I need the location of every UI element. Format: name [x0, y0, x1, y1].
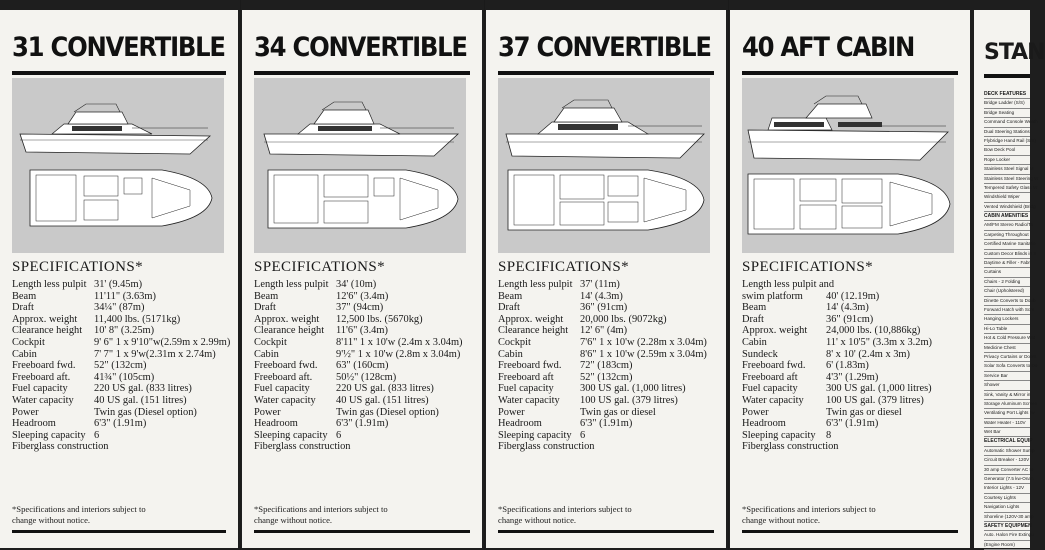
feature-item: Water Heater - 110V: [984, 419, 1030, 428]
bottom-rule: [498, 530, 714, 533]
feature-item: Bridge Seating: [984, 109, 1030, 118]
spec-value: 10' 8" (3.25m): [94, 325, 155, 337]
spec-row: [12, 325, 226, 337]
spec-value: 11'6" (3.4m): [336, 325, 388, 337]
disclaimer-note: [498, 504, 632, 525]
spec-row: [12, 430, 226, 442]
fold-crease: [484, 0, 485, 550]
spec-row: [12, 441, 226, 453]
spec-value: 11,400 lbs. (5171kg): [94, 313, 181, 325]
specifications-heading: SPECIFICATIONS*: [12, 259, 144, 275]
spec-label: Approx. weight: [254, 313, 320, 325]
spec-value: 40 US gal. (151 litres): [94, 394, 187, 406]
spec-value: 8' x 10' (2.4m x 3m): [826, 348, 910, 360]
spec-value: 220 US gal. (833 litres): [94, 383, 192, 395]
feature-item: Hot & Cold Pressure Wat: [984, 334, 1030, 343]
spec-value: 6'3" (1.91m): [826, 418, 879, 430]
spec-row: [12, 360, 226, 372]
feature-item: Solar Sofa Converts to Do: [984, 362, 1030, 371]
feature-item: Circuit Breaker - 120V: [984, 456, 1030, 465]
spec-value: 8'11" 1 x 10'w (2.4m x 3.04m): [336, 336, 463, 348]
spec-value: 12,500 lbs. (5670kg): [336, 313, 423, 325]
spec-row: [498, 418, 714, 430]
spec-value: 11' x 10'5" (3.3m x 3.2m): [826, 336, 933, 348]
spec-label: Sleeping capacity: [742, 429, 816, 441]
spec-value: 36" (91cm): [826, 313, 874, 325]
spec-label: Freeboard aft: [742, 371, 798, 383]
boat-illustration: [254, 78, 466, 253]
spec-value: 12'6" (3.4m): [336, 290, 389, 302]
spec-label: Fuel capacity: [254, 383, 310, 395]
spec-value: 63" (160cm): [336, 360, 389, 372]
feature-item: Forward Hatch with Scre: [984, 306, 1030, 315]
feature-item: Wet Bar: [984, 428, 1030, 437]
spec-row: [498, 291, 714, 303]
spec-label: Draft: [498, 302, 520, 314]
spec-row: [742, 291, 958, 303]
fold-crease: [728, 0, 729, 550]
spec-row: [742, 383, 958, 395]
spec-label: Length less pulpit: [498, 279, 573, 290]
boat-drawing-svg: [742, 78, 954, 253]
spec-label: Fuel capacity: [12, 383, 68, 395]
feature-item: Service Bar: [984, 372, 1030, 381]
spec-label: Headroom: [742, 418, 786, 430]
spec-row: [254, 279, 470, 291]
spec-label: Water capacity: [742, 394, 804, 406]
spec-row: [12, 395, 226, 407]
spec-label: Fiberglass construction: [742, 441, 839, 453]
spec-row: [742, 279, 958, 291]
title-rule: [498, 71, 714, 75]
spec-row: [12, 291, 226, 303]
spec-value: 300 US gal. (1,000 litres): [580, 383, 686, 395]
spec-value: Twin gas (Diesel option): [94, 406, 197, 418]
spec-value: 36" (91cm): [580, 302, 628, 314]
spec-row: [742, 349, 958, 361]
spec-label: Draft: [254, 302, 276, 314]
spec-value: 8'6" 1 x 10'w (2.59m x 3.04m): [580, 348, 707, 360]
feature-item: Hanging Lockers: [984, 315, 1030, 324]
spec-label: Clearance height: [12, 325, 83, 337]
spec-row: [498, 407, 714, 419]
spec-value: 34¼" (87m): [94, 302, 145, 314]
specifications-heading: SPECIFICATIONS*: [254, 259, 386, 275]
spec-label: Freeboard fwd.: [254, 360, 318, 372]
panel-40-aft-cabin: [730, 10, 970, 548]
disclaimer-note: [254, 504, 388, 525]
spec-row: [498, 360, 714, 372]
feature-item: Dual Steering Stations: [984, 128, 1030, 137]
spec-label: Fiberglass construction: [254, 441, 351, 453]
boat-drawing-svg: [254, 78, 466, 253]
spec-label: Sundeck: [742, 348, 778, 360]
spec-value: 6: [94, 429, 100, 441]
spec-label: Cabin: [254, 348, 279, 360]
spec-value: 4'3" (1.29m): [826, 371, 879, 383]
feature-item: Navigation Lights: [984, 503, 1030, 512]
disclaimer-note: [12, 504, 146, 525]
specifications-list: [12, 279, 231, 453]
spec-label: Headroom: [254, 418, 298, 430]
title-rule: [254, 71, 470, 75]
spec-row: [742, 325, 958, 337]
spec-row: [498, 430, 714, 442]
spec-row: [498, 325, 714, 337]
feature-section-heading: SAFETY EQUIPMEN: [984, 522, 1030, 531]
spec-value: 100 US gal. (379 litres): [826, 394, 924, 406]
spec-row: [498, 302, 714, 314]
spec-row: [254, 383, 470, 395]
feature-item: Dinette Converts to Doub: [984, 297, 1030, 306]
specifications-heading: SPECIFICATIONS*: [742, 259, 874, 275]
feature-item: Certified Marine Sanitatio: [984, 240, 1030, 249]
boat-profile: [748, 96, 948, 160]
spec-value: 12' 6" (4m): [580, 325, 628, 337]
fold-crease: [240, 0, 241, 550]
spec-value: 100 US gal. (379 litres): [580, 394, 678, 406]
feature-item: Custom Decor Blinds in S: [984, 250, 1030, 259]
spec-row: [498, 337, 714, 349]
spec-row: [12, 372, 226, 384]
spec-label: Cockpit: [498, 336, 531, 348]
spec-label: Cockpit: [12, 336, 45, 348]
feature-item: Daytime & Filler - Fabr: [984, 259, 1030, 268]
spec-row: [498, 279, 714, 291]
spec-label: Water capacity: [12, 394, 74, 406]
spec-row: [254, 314, 470, 326]
spec-label: Power: [498, 406, 525, 418]
spec-row: [498, 395, 714, 407]
spec-label: Sleeping capacity: [12, 429, 86, 441]
spec-label: Freeboard aft.: [12, 371, 71, 383]
boat-drawing-svg: [12, 78, 224, 253]
note-line: *Specifications and interiors subject to: [742, 504, 876, 514]
feature-item: Courtesy Lights: [984, 494, 1030, 503]
bottom-rule: [12, 530, 226, 533]
feature-item: Automatic Shower Sump: [984, 447, 1030, 456]
panel-31-convertible: [0, 10, 238, 548]
title-rule: [984, 74, 1030, 78]
spec-label: Freeboard fwd.: [742, 360, 806, 372]
spec-row: [742, 372, 958, 384]
boat-profile: [20, 104, 210, 154]
spec-value: 300 US gal. (1,000 litres): [826, 383, 932, 395]
spec-label: Headroom: [12, 418, 56, 430]
note-line: *Specifications and interiors subject to: [498, 504, 632, 514]
spec-row: [254, 372, 470, 384]
spec-value: 6'3" (1.91m): [336, 418, 389, 430]
spec-row: [254, 291, 470, 303]
spec-value: 14' (4.3m): [580, 290, 623, 302]
spec-label: Sleeping capacity: [254, 429, 328, 441]
spec-row: [254, 302, 470, 314]
feature-item: Shoreline (120V-30 amp: [984, 513, 1030, 522]
feature-item: Interior Lights - 12V: [984, 484, 1030, 493]
spec-label: Fiberglass construction: [12, 441, 109, 453]
spec-value: 6: [336, 429, 342, 441]
spec-value: 8: [826, 429, 832, 441]
spec-label: Power: [742, 406, 769, 418]
feature-item: Chairs - 2 Folding: [984, 278, 1030, 287]
feature-item: Sink, Vanity & Mirror in: [984, 391, 1030, 400]
feature-item: Hi-Lo Table: [984, 325, 1030, 334]
feature-item: Stainless Steel Signal M: [984, 165, 1030, 174]
spec-row: [12, 336, 231, 349]
spec-value: 31' (9.45m): [94, 279, 143, 290]
panel-title: 40 AFT CABIN: [742, 32, 915, 63]
spec-row: [12, 349, 226, 361]
feature-item: Curtains: [984, 268, 1030, 277]
title-rule: [12, 71, 226, 75]
boat-profile: [506, 100, 704, 158]
spec-row: [742, 395, 958, 407]
spec-label: Draft: [12, 302, 34, 314]
spec-value: 52" (132cm): [94, 360, 147, 372]
spec-row: [12, 314, 226, 326]
panel-37-convertible: [486, 10, 726, 548]
spec-value: 72" (183cm): [580, 360, 633, 372]
note-line: change without notice.: [12, 514, 91, 525]
feature-item: Rope Locker: [984, 156, 1030, 165]
spec-value: 50½" (128cm): [336, 371, 397, 383]
spec-row: [12, 279, 226, 291]
feature-item: Medicine Chest: [984, 344, 1030, 353]
spec-row: [254, 441, 470, 453]
spec-row: [12, 407, 226, 419]
spec-value: 40 US gal. (151 litres): [336, 394, 429, 406]
feature-item: Vented Windshield (Bridg: [984, 203, 1030, 212]
spec-label: Clearance height: [254, 325, 325, 337]
feature-item: Chair (Upholstered): [984, 287, 1030, 296]
spec-label: Power: [12, 406, 39, 418]
spec-row: [254, 325, 470, 337]
spec-value: 34' (10m): [336, 279, 377, 290]
spec-value: Twin gas or diesel: [580, 406, 656, 418]
bottom-rule: [742, 530, 958, 533]
spec-label: Approx. weight: [12, 313, 78, 325]
spec-label: Fiberglass construction: [498, 441, 595, 453]
boat-profile: [264, 102, 458, 156]
spec-value: Twin gas or diesel: [826, 406, 902, 418]
spec-value: 40' (12.19m): [826, 290, 880, 302]
feature-section-heading: ELECTRICAL EQUIP: [984, 437, 1030, 446]
feature-item: Windshield Wiper: [984, 193, 1030, 202]
spec-row: [742, 418, 958, 430]
boat-floor-plan: [30, 170, 212, 226]
spec-label: Cabin: [742, 336, 767, 348]
spec-value: 41¾" (105cm): [94, 371, 155, 383]
feature-item: Carpeting Throughout: [984, 231, 1030, 240]
boat-floor-plan: [268, 170, 458, 228]
spec-value: 7' 7" 1 x 9'w(2.31m x 2.74m): [94, 348, 216, 360]
feature-item: Shower: [984, 381, 1030, 390]
feature-item: Ventilating Port Lights (w: [984, 409, 1030, 418]
spec-value: 7'6" 1 x 10'w (2.28m x 3.04m): [580, 336, 707, 348]
spec-row: [254, 430, 470, 442]
spec-label: Cabin: [12, 348, 37, 360]
spec-label: Freeboard aft.: [254, 371, 313, 383]
title-rule: [742, 71, 958, 75]
spec-row: [742, 430, 958, 442]
note-line: *Specifications and interiors subject to: [12, 504, 146, 514]
panel-34-convertible: [242, 10, 482, 548]
specifications-heading: SPECIFICATIONS*: [498, 259, 630, 275]
spec-row: [498, 441, 714, 453]
note-line: change without notice.: [742, 514, 821, 525]
spec-row: [498, 314, 714, 326]
spec-value: 6: [580, 429, 586, 441]
spec-label: Fuel capacity: [498, 383, 554, 395]
spec-value: 6'3" (1.91m): [580, 418, 633, 430]
feature-item: (Engine Room): [984, 541, 1030, 550]
specifications-list: [498, 279, 714, 453]
spec-value: Twin gas (Diesel option): [336, 406, 439, 418]
spec-label: swim platform: [742, 290, 803, 302]
spec-row: [742, 441, 958, 453]
spec-label: Power: [254, 406, 281, 418]
spec-row: [742, 337, 958, 349]
spec-label: Freeboard aft: [498, 371, 554, 383]
spec-row: [254, 407, 470, 419]
spec-value: 52" (132cm): [580, 371, 633, 383]
spec-value: 9' 6" 1 x 9'10"w(2.59m x 2.99m): [94, 336, 231, 348]
spec-row: [742, 314, 958, 326]
panel-standard-features: [974, 10, 1045, 548]
boat-floor-plan: [508, 170, 704, 230]
panel-title: 34 CONVERTIBLE: [254, 32, 467, 63]
boat-illustration: [742, 78, 954, 253]
spec-value: 37' (11m): [580, 279, 620, 290]
feature-item: Flybridge Hand Rail (S/S): [984, 137, 1030, 146]
spec-row: [254, 349, 470, 361]
feature-section-heading: CABIN AMENITIES: [984, 212, 1030, 221]
spec-label: Beam: [742, 302, 767, 314]
feature-item: Bridge Ladder (S/S): [984, 99, 1030, 108]
spec-row: [498, 372, 714, 384]
spec-label: Length less pulpit and: [742, 279, 835, 290]
spec-value: 20,000 lbs. (9072kg): [580, 313, 667, 325]
spec-label: Cockpit: [254, 336, 287, 348]
feature-item: Bow Deck Pool: [984, 146, 1030, 155]
spec-row: [12, 383, 226, 395]
spec-row: [254, 360, 470, 372]
spec-value: 37" (94cm): [336, 302, 384, 314]
spec-value: 9'½" 1 x 10'w (2.8m x 3.04m): [336, 348, 461, 360]
spec-row: [254, 337, 470, 349]
feature-section-heading: DECK FEATURES: [984, 90, 1030, 99]
spec-label: Beam: [254, 290, 279, 302]
spec-label: Length less pulpit: [254, 279, 329, 290]
spec-value: 220 US gal. (833 litres): [336, 383, 434, 395]
spec-label: Approx. weight: [742, 325, 808, 337]
spec-value: 11'11" (3.63m): [94, 290, 156, 302]
spec-label: Fuel capacity: [742, 383, 798, 395]
spec-label: Headroom: [498, 418, 542, 430]
feature-item: Tempered Safety Glass W: [984, 184, 1030, 193]
note-line: change without notice.: [498, 514, 577, 525]
spec-value: 24,000 lbs. (10,886kg): [826, 325, 921, 337]
note-line: *Specifications and interiors subject to: [254, 504, 388, 514]
spec-label: Length less pulpit: [12, 279, 87, 290]
boat-illustration: [12, 78, 224, 253]
spec-row: [742, 407, 958, 419]
feature-item: Stainless Steel Steering W: [984, 175, 1030, 184]
panel-title: 31 CONVERTIBLE: [12, 32, 225, 63]
spec-label: Freeboard fwd.: [498, 360, 562, 372]
spec-value: 6' (1.83m): [826, 360, 869, 372]
spec-row: [254, 395, 470, 407]
feature-item: 30 amp Converter AC to: [984, 466, 1030, 475]
boat-illustration: [498, 78, 710, 253]
boat-drawing-svg: [498, 78, 710, 253]
spec-value: 14' (4.3m): [826, 302, 869, 314]
disclaimer-note: [742, 504, 876, 525]
feature-item: AM/FM Stereo Radio/Ta: [984, 221, 1030, 230]
boat-floor-plan: [748, 174, 950, 234]
spec-label: Draft: [742, 313, 764, 325]
spec-row: [742, 360, 958, 372]
spec-row: [498, 349, 714, 361]
spec-label: Approx. weight: [498, 313, 564, 325]
spec-row: [498, 383, 714, 395]
spec-label: Clearance height: [498, 325, 569, 337]
spec-label: Sleeping capacity: [498, 429, 572, 441]
specifications-list: [742, 279, 958, 453]
panel-title: 37 CONVERTIBLE: [498, 32, 711, 63]
standard-features-title: STAN: [984, 40, 1045, 65]
spec-row: [254, 418, 470, 430]
spec-row: [12, 418, 226, 430]
feature-item: Command Console Weath: [984, 118, 1030, 127]
bottom-rule: [254, 530, 470, 533]
spec-row: [12, 302, 226, 314]
spec-label: Beam: [12, 290, 37, 302]
feature-item: Generator (7.5 kw-Onan: [984, 475, 1030, 484]
spec-value: 6'3" (1.91m): [94, 418, 147, 430]
spec-label: Water capacity: [498, 394, 560, 406]
note-line: change without notice.: [254, 514, 333, 525]
spec-row: [742, 302, 958, 314]
feature-item: Storage Aluminum Screen: [984, 400, 1030, 409]
spec-label: Water capacity: [254, 394, 316, 406]
spec-label: Beam: [498, 290, 523, 302]
feature-item: Privacy Curtains or Doors: [984, 353, 1030, 362]
standard-features-list: [984, 90, 1039, 550]
specifications-list: [254, 279, 470, 453]
feature-item: Auto. Halon Fire Extingu: [984, 531, 1030, 540]
spec-label: Cabin: [498, 348, 523, 360]
spec-label: Freeboard fwd.: [12, 360, 76, 372]
